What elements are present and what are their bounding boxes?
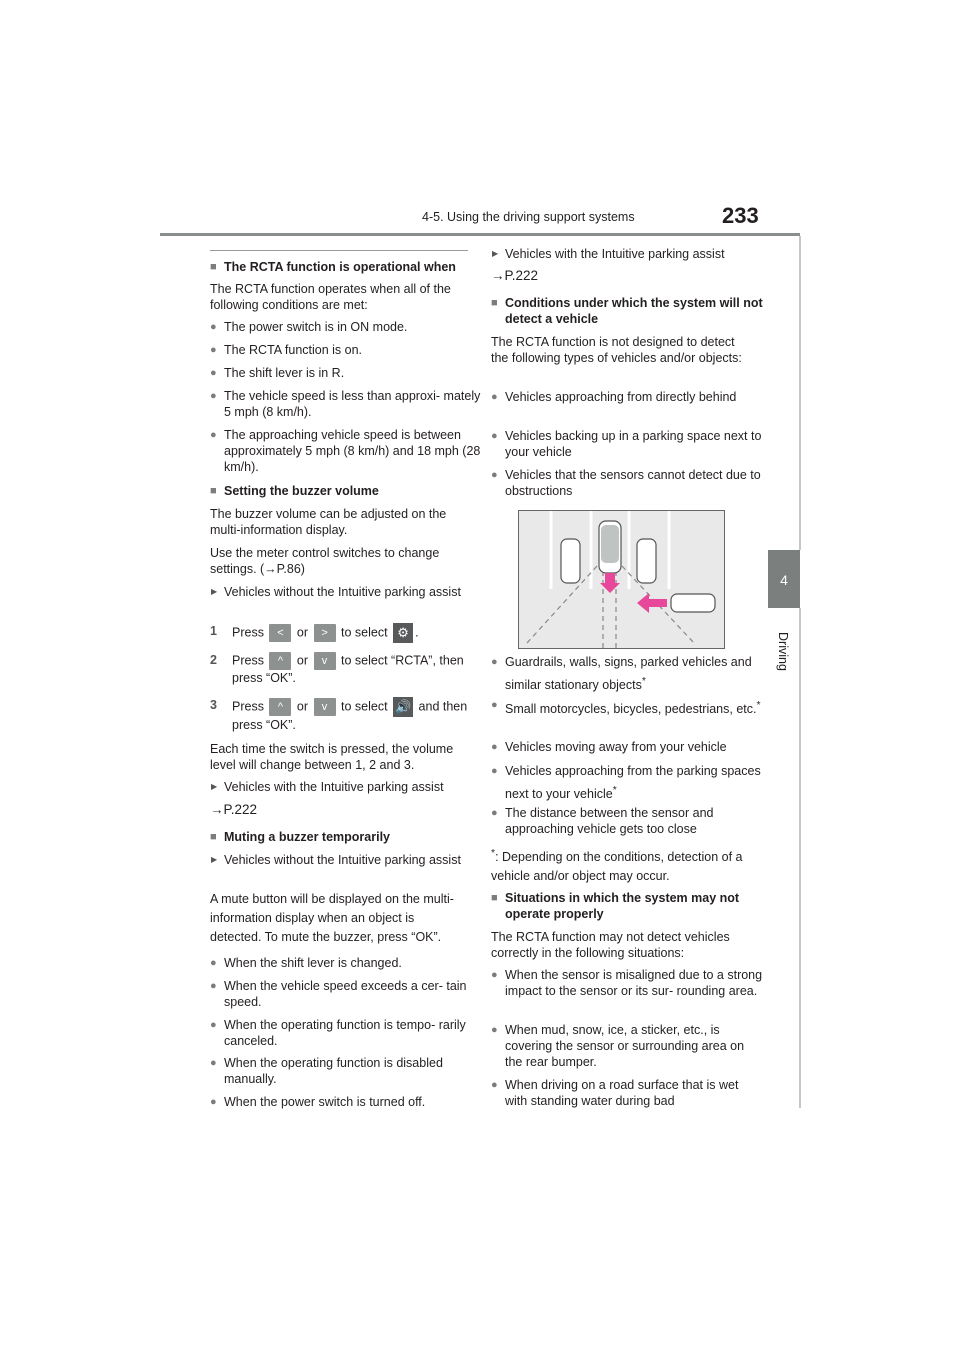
condition-label: ▶ Vehicles without the Intuitive parking assist <box>210 584 482 600</box>
list-item: ● The distance between the sensor and approaching vehicle gets too close <box>491 805 763 837</box>
right-button-icon: > <box>314 624 336 642</box>
paragraph: The RCTA function may not detect vehicles correctly in the following situations: <box>491 930 730 960</box>
step-text: Press <box>232 699 264 714</box>
down-button-icon: v <box>314 698 336 716</box>
step-text: or <box>296 653 309 668</box>
list-item: ● The approaching vehicle speed is between approximately 5 mph (8 km/h) and 18 mph (28 km/h). <box>210 427 482 475</box>
list-item: ● When the sensor is misaligned due to a strong impact to the sensor or its sur- rounding area. <box>491 967 763 999</box>
list-item: ● When the power switch is turned off. <box>210 1094 482 1110</box>
step-number: 3 <box>210 698 217 712</box>
list-text: Small motorcycles, bicycles, pedestrians, etc. <box>505 702 757 717</box>
footnote-mark: * <box>756 700 761 711</box>
condition-label: ▶ Vehicles with the Intuitive parking assist <box>491 246 763 262</box>
page-reference[interactable]: →P.222 <box>210 802 258 817</box>
paragraph: The buzzer volume can be adjusted on the multi-information display. <box>210 507 447 537</box>
list-item <box>491 653 763 695</box>
paragraph: The RCTA function is not designed to detect the following types of vehicles and/or objects: <box>491 335 742 365</box>
list-item <box>491 696 763 719</box>
list-item <box>491 762 763 804</box>
chapter-number: 4 <box>780 572 788 588</box>
footnote-text: : Depending on the conditions, detection of a vehicle and/or object may occur. <box>491 850 743 884</box>
up-button-icon: ^ <box>269 652 291 670</box>
list-item: ● Vehicles moving away from your vehicle <box>491 739 763 755</box>
condition-label: ▶ Vehicles with the Intuitive parking assist <box>210 779 482 795</box>
step-text: Press <box>232 653 264 668</box>
list-item: ● When the operating function is tempo- rarily canceled. <box>210 1017 482 1049</box>
paragraph: Each time the switch is pressed, the volume level will change between 1, 2 and 3. <box>210 742 454 772</box>
footnote-mark: * <box>641 676 646 687</box>
list-item: ● When the vehicle speed exceeds a cer- tain speed. <box>210 978 482 1010</box>
step-text: or <box>296 625 309 640</box>
chapter-label: Driving <box>776 632 790 671</box>
rcta-illustration <box>518 510 725 649</box>
list-item: ● When driving on a road surface that is wet with standing water during bad <box>491 1077 763 1109</box>
footnote-mark: * <box>491 848 496 859</box>
step-text: to select <box>341 625 388 640</box>
list-item: ● Vehicles that the sensors cannot detect due to obstructions <box>491 467 763 499</box>
page-number: 233 <box>722 203 759 228</box>
list-item: ● When the shift lever is changed. <box>210 955 482 971</box>
step-text: or <box>296 699 309 714</box>
step-3 <box>210 697 490 733</box>
left-button-icon: < <box>269 624 291 642</box>
list-text: Vehicles approaching from the parking spaces next to your vehicle <box>505 764 761 802</box>
paragraph: Use the meter control switches to change settings. (→P.86) <box>210 546 440 576</box>
settings-icon: ⚙ <box>393 623 413 643</box>
section-title: 4-5. Using the driving support systems <box>422 210 635 224</box>
heading-no-detect: ■ Conditions under which the system will not detect a vehicle <box>491 295 763 327</box>
parking-diagram <box>519 511 724 648</box>
paragraph: The RCTA function operates when all of the following conditions are met: <box>210 282 451 312</box>
column-rule <box>210 250 468 251</box>
step-text: to select <box>341 699 388 714</box>
step-text: Press <box>232 625 264 640</box>
step-number: 2 <box>210 653 217 667</box>
heading-buzzer-volume: ■ Setting the buzzer volume <box>210 483 482 499</box>
list-item: ● Vehicles backing up in a parking space next to your vehicle <box>491 428 763 460</box>
step-text: . <box>415 625 419 640</box>
list-item: ● When mud, snow, ice, a sticker, etc., is covering the sensor or surrounding area on the rear bumper. <box>491 1022 763 1070</box>
step-text: and then press “OK”. <box>232 699 468 732</box>
tab-line-bottom <box>799 608 801 1108</box>
footnote <box>491 844 749 886</box>
tab-line-top <box>799 236 801 550</box>
down-button-icon: v <box>314 652 336 670</box>
heading-may-not-operate: ■ Situations in which the system may not operate properly <box>491 890 763 922</box>
step-number: 1 <box>210 624 217 638</box>
heading-rcta-operational: ■ The RCTA function is operational when <box>210 259 482 275</box>
paragraph: A mute button will be displayed on the multi-information display when an object is detected. To mute the buzzer, press “OK”. <box>210 892 454 944</box>
list-item: ● Vehicles approaching from directly behind <box>491 389 763 405</box>
header-rule <box>160 233 800 236</box>
heading-muting-buzzer: ■ Muting a buzzer temporarily <box>210 829 482 845</box>
list-item: ● The vehicle speed is less than approxi- mately 5 mph (8 km/h). <box>210 388 482 420</box>
page-reference[interactable]: →P.222 <box>491 268 539 283</box>
footnote-mark: * <box>612 785 617 796</box>
list-item: ● The RCTA function is on. <box>210 342 482 358</box>
list-text: Guardrails, walls, signs, parked vehicles and similar stationary objects <box>505 655 752 693</box>
step-1 <box>210 623 490 643</box>
step-2 <box>210 652 490 686</box>
volume-icon: 🔊 <box>393 697 413 717</box>
list-item: ● The power switch is in ON mode. <box>210 319 482 335</box>
list-item: ● The shift lever is in R. <box>210 365 482 381</box>
up-button-icon: ^ <box>269 698 291 716</box>
list-item: ● When the operating function is disabled manually. <box>210 1055 482 1087</box>
step-text: to select “RCTA”, then press “OK”. <box>232 653 464 685</box>
condition-label: ▶ Vehicles without the Intuitive parking assist <box>210 852 482 868</box>
